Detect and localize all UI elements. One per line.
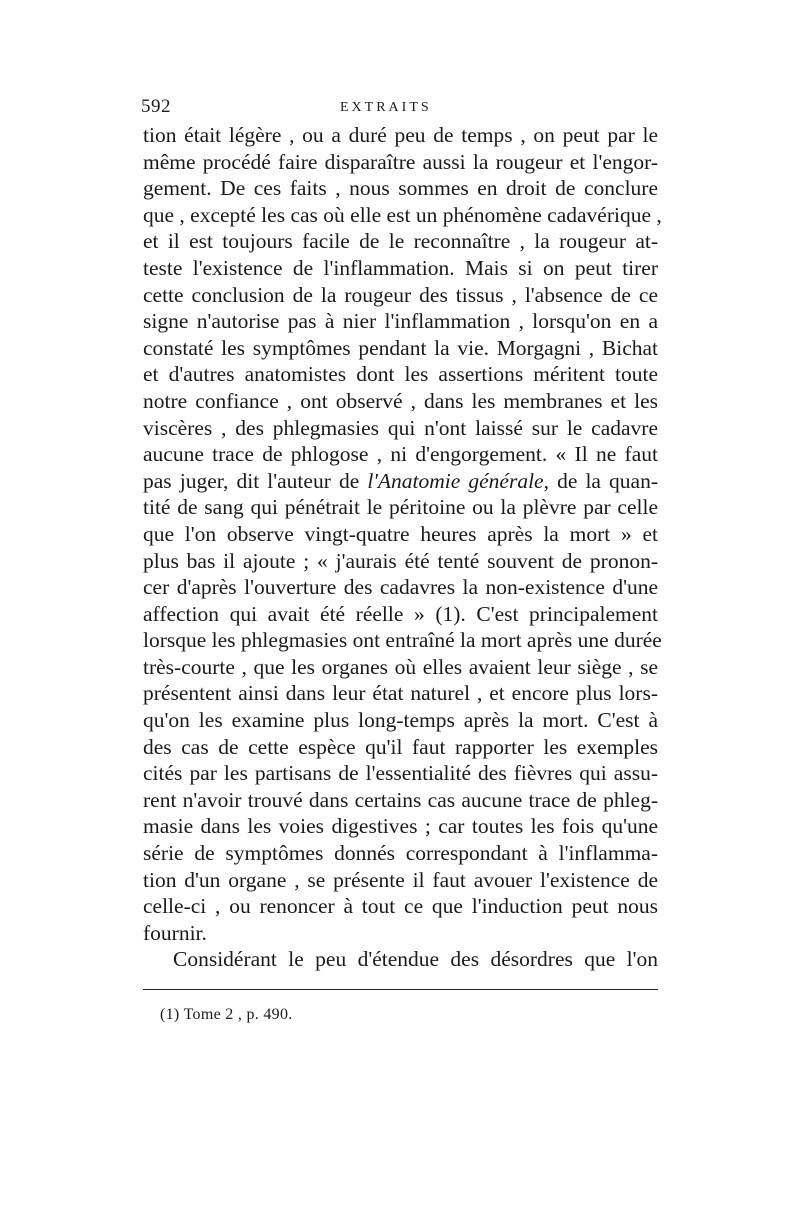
text-line: gement. De ces faits , nous sommes en droit de conclure <box>143 176 658 201</box>
text-line: même procédé faire disparaître aussi la rougeur et l'engor- <box>143 149 658 174</box>
text-line: très-courte , que les organes où elles avaient leur siège , se <box>143 654 658 679</box>
text-line-with-italic-title <box>143 468 658 495</box>
text-line: des cas de cette espèce qu'il faut rapporter les exemples <box>143 734 658 759</box>
text-line: tion d'un organe , se présente il faut avouer l'existence de <box>143 867 658 892</box>
text-line: signe n'autorise pas à nier l'inflammation , lorsqu'on en a <box>143 309 658 334</box>
text-line: plus bas il ajoute ; « j'aurais été tenté souvent de pronon- <box>143 548 658 573</box>
text-line: affection qui avait été réelle » (1). C'est principalement <box>143 601 658 626</box>
footnote: (1) Tome 2 , p. 490. <box>160 1006 293 1023</box>
text-line: et d'autres anatomistes dont les assertions méritent toute <box>143 362 658 387</box>
text-line: et il est toujours facile de le reconnaître , la rougeur at- <box>143 229 658 254</box>
paragraph-first-line: Considérant le peu d'étendue des désordres que l'on <box>173 947 658 972</box>
text-line: viscères , des phlegmasies qui n'ont laissé sur le cadavre <box>143 415 658 440</box>
text-line: qu'on les examine plus long-temps après la mort. C'est à <box>143 708 658 733</box>
text-line: cités par les partisans de l'essentialité des fièvres qui assu- <box>143 761 658 786</box>
text-line: constaté les symptômes pendant la vie. Morgagni , Bichat <box>143 335 658 360</box>
body-text <box>143 122 662 973</box>
text-line: celle-ci , ou renoncer à tout ce que l'induction peut nous <box>143 894 658 919</box>
text-line: série de symptômes donnés correspondant à l'inflamma- <box>143 841 658 866</box>
text-line: tité de sang qui pénétrait le péritoine ou la plèvre par celle <box>143 495 658 520</box>
text-line: teste l'existence de l'inflammation. Mais si on peut tirer <box>143 255 658 280</box>
footnote-rule <box>143 989 658 990</box>
book-title-italic: l'Anatomie générale <box>367 468 544 493</box>
text-line: que , excepté les cas où elle est un phénomène cadavérique , <box>143 202 662 227</box>
page-number: 592 <box>141 96 171 117</box>
text-line: cer d'après l'ouverture des cadavres la non-existence d'une <box>143 575 658 600</box>
text-line: tion était légère , ou a duré peu de temps , on peut par le <box>143 123 658 147</box>
text-line: que l'on observe vingt-quatre heures après la mort » et <box>143 521 658 546</box>
running-head: EXTRAITS <box>340 100 432 115</box>
text-line: cette conclusion de la rougeur des tissus , l'absence de ce <box>143 282 658 307</box>
text-line: aucune trace de phlogose , ni d'engorgement. « Il ne faut <box>143 442 658 467</box>
text-line: notre confiance , ont observé , dans les membranes et les <box>143 388 658 413</box>
text-segment: , de la quan- <box>543 468 658 493</box>
text-line: lorsque les phlegmasies ont entraîné la mort après une durée <box>143 628 662 653</box>
text-line: présentent ainsi dans leur état naturel , et encore plus lors- <box>143 681 658 706</box>
text-line: masie dans les voies digestives ; car toutes les fois qu'une <box>143 814 658 839</box>
text-line: fournir. <box>143 920 207 945</box>
text-segment: pas juger, dit l'auteur de <box>143 468 368 493</box>
text-line: rent n'avoir trouvé dans certains cas aucune trace de phleg- <box>143 787 658 812</box>
